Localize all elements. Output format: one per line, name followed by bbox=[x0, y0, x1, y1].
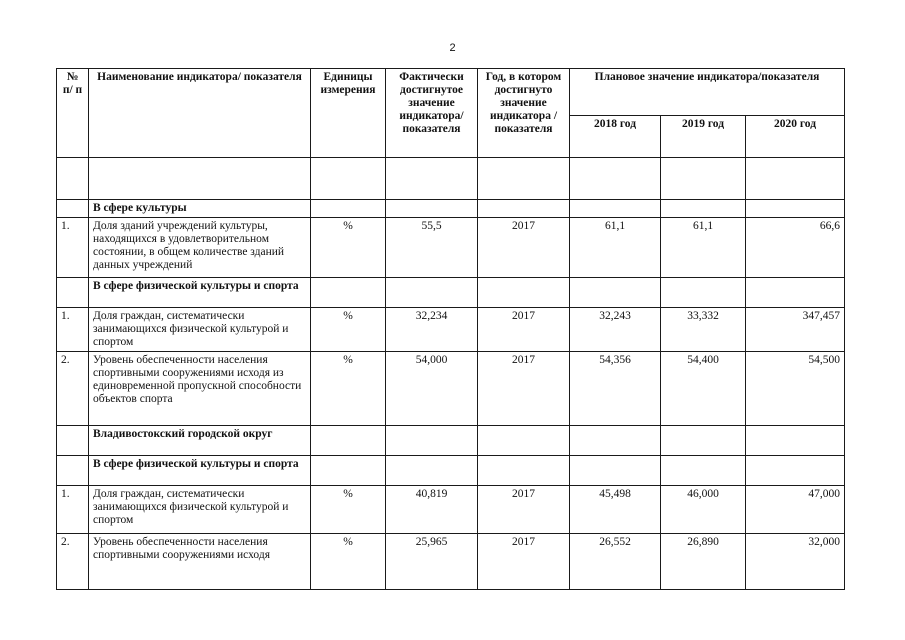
unit-cell: % bbox=[311, 534, 386, 590]
row-number: 2. bbox=[57, 534, 89, 590]
plan-2019-cell: 46,000 bbox=[661, 486, 746, 534]
indicator-name: Доля граждан, систематически занимающихся физической культурой и спортом bbox=[89, 486, 311, 534]
year-cell: 2017 bbox=[478, 308, 570, 352]
table-cell bbox=[57, 158, 89, 200]
table-row bbox=[57, 486, 845, 534]
plan-2019-cell: 61,1 bbox=[661, 218, 746, 278]
unit-cell: % bbox=[311, 486, 386, 534]
section-row bbox=[57, 278, 845, 308]
section-row bbox=[57, 200, 845, 218]
header-plan-year: 2018 год bbox=[570, 116, 661, 158]
plan-2018-cell: 32,243 bbox=[570, 308, 661, 352]
indicator-name: Уровень обеспеченности населения спортивными сооружениями исходя из единовременной пропускной способности объектов спорта bbox=[89, 352, 311, 426]
header-name: Наименование индикатора/ показателя bbox=[89, 69, 311, 158]
plan-2018-cell: 54,356 bbox=[570, 352, 661, 426]
table-cell bbox=[89, 158, 311, 200]
table-cell bbox=[386, 158, 478, 200]
actual-cell: 25,965 bbox=[386, 534, 478, 590]
indicators-table bbox=[56, 68, 845, 590]
section-title: В сфере физической культуры и спорта bbox=[89, 278, 311, 308]
header-plan-year: 2020 год bbox=[746, 116, 845, 158]
table-row bbox=[57, 534, 845, 590]
plan-2018-cell: 26,552 bbox=[570, 534, 661, 590]
plan-2018-cell: 45,498 bbox=[570, 486, 661, 534]
table-cell bbox=[661, 158, 746, 200]
row-number: 1. bbox=[57, 308, 89, 352]
actual-cell: 55,5 bbox=[386, 218, 478, 278]
row-number: 1. bbox=[57, 486, 89, 534]
plan-2020-cell: 32,000 bbox=[746, 534, 845, 590]
plan-2019-cell: 54,400 bbox=[661, 352, 746, 426]
header-plan-year: 2019 год bbox=[661, 116, 746, 158]
plan-2020-cell: 54,500 bbox=[746, 352, 845, 426]
row-number: 1. bbox=[57, 218, 89, 278]
plan-2018-cell: 61,1 bbox=[570, 218, 661, 278]
actual-cell: 40,819 bbox=[386, 486, 478, 534]
unit-cell: % bbox=[311, 218, 386, 278]
table-row bbox=[57, 352, 845, 426]
plan-2020-cell: 66,6 bbox=[746, 218, 845, 278]
table-cell bbox=[311, 158, 386, 200]
section-title: Владивостокский городской округ bbox=[89, 426, 311, 456]
unit-cell: % bbox=[311, 352, 386, 426]
plan-2019-cell: 33,332 bbox=[661, 308, 746, 352]
header-year-achieved: Год, в котором достигнуто значение индикатора /показателя bbox=[478, 69, 570, 158]
table-cell bbox=[570, 158, 661, 200]
table-cell bbox=[478, 158, 570, 200]
header-unit: Единицы измерения bbox=[311, 69, 386, 158]
year-cell: 2017 bbox=[478, 534, 570, 590]
year-cell: 2017 bbox=[478, 486, 570, 534]
year-cell: 2017 bbox=[478, 352, 570, 426]
header-plan: Плановое значение индикатора/показателя bbox=[570, 69, 845, 116]
section-title: В сфере физической культуры и спорта bbox=[89, 456, 311, 486]
plan-2020-cell: 347,457 bbox=[746, 308, 845, 352]
section-title: В сфере культуры bbox=[89, 200, 311, 218]
plan-2020-cell: 47,000 bbox=[746, 486, 845, 534]
plan-2019-cell: 26,890 bbox=[661, 534, 746, 590]
table-cell bbox=[746, 158, 845, 200]
indicator-name: Доля зданий учреждений культуры, находящихся в удовлетворительном состоянии, в общем количестве зданий данных учреждений bbox=[89, 218, 311, 278]
table-row bbox=[57, 308, 845, 352]
header-num: № п/ п bbox=[57, 69, 89, 158]
section-row bbox=[57, 456, 845, 486]
actual-cell: 54,000 bbox=[386, 352, 478, 426]
indicator-name: Уровень обеспеченности населения спортивными сооружениями исходя bbox=[89, 534, 311, 590]
header-actual: Фактически достигнутое значение индикатора/ показателя bbox=[386, 69, 478, 158]
section-row bbox=[57, 426, 845, 456]
table-cell bbox=[57, 200, 89, 218]
actual-cell: 32,234 bbox=[386, 308, 478, 352]
row-number: 2. bbox=[57, 352, 89, 426]
year-cell: 2017 bbox=[478, 218, 570, 278]
unit-cell: % bbox=[311, 308, 386, 352]
table-row bbox=[57, 218, 845, 278]
page-number: 2 bbox=[449, 42, 456, 54]
indicator-name: Доля граждан, систематически занимающихся физической культурой и спортом bbox=[89, 308, 311, 352]
table-row bbox=[57, 158, 845, 200]
